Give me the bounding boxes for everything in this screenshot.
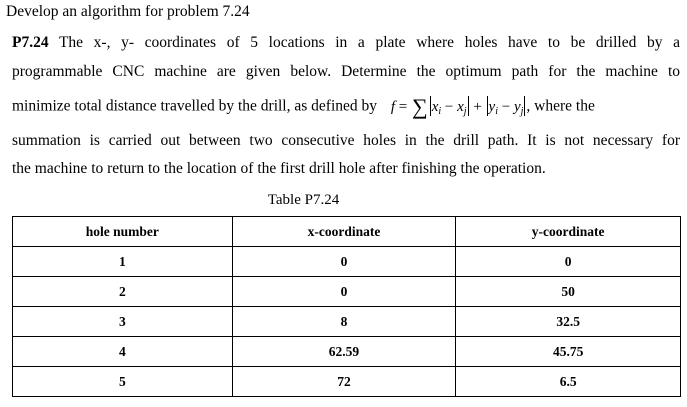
cell-hole-number: 4 xyxy=(13,337,233,367)
cell-x-coordinate: 72 xyxy=(232,367,456,397)
document-heading: Develop an algorithm for problem 7.24 xyxy=(6,3,250,20)
formula-y: y xyxy=(513,99,521,115)
formula-abs-bar xyxy=(430,96,431,116)
formula-sum-symbol: ∑ xyxy=(412,94,428,119)
formula-minus: − xyxy=(501,99,511,115)
formula-x: x xyxy=(457,99,464,115)
cell-x-coordinate: 62.59 xyxy=(232,337,456,367)
formula-equals: = xyxy=(398,99,408,115)
table-row xyxy=(13,247,681,277)
cell-x-coordinate: 0 xyxy=(232,247,456,277)
cell-x-coordinate: 0 xyxy=(232,277,456,307)
formula-sub-j: j xyxy=(520,106,524,117)
cell-y-coordinate: 0 xyxy=(456,247,681,277)
coordinates-table xyxy=(12,216,681,397)
problem-line-3 xyxy=(12,94,680,120)
cell-y-coordinate: 32.5 xyxy=(456,307,681,337)
cell-x-coordinate: 8 xyxy=(232,307,456,337)
header-x-coordinate: x-coordinate xyxy=(232,217,456,247)
table-row xyxy=(13,277,681,307)
formula-plus: + xyxy=(473,99,482,115)
cell-hole-number: 5 xyxy=(13,367,233,397)
formula-sub-i: i xyxy=(438,106,442,117)
header-y-coordinate: y-coordinate xyxy=(456,217,681,247)
problem-line-2: programmable CNC machine are given below. Determine the optimum path for the machine to xyxy=(12,63,680,80)
table-caption: Table P7.24 xyxy=(267,192,340,208)
cell-hole-number: 2 xyxy=(13,277,233,307)
formula-minus: − xyxy=(444,99,454,115)
problem-line-1 xyxy=(12,34,680,52)
problem-line-4: summation is carried out between two consecutive holes in the drill path. It is not necessary for xyxy=(12,132,680,149)
table-row xyxy=(13,337,681,367)
formula-y: y xyxy=(488,99,496,115)
distance-formula xyxy=(391,94,527,120)
formula-abs-bar xyxy=(487,96,488,116)
problem-label: P7.24 xyxy=(12,34,49,51)
header-hole-number: hole number xyxy=(13,217,233,247)
problem-line-3-text: minimize total distance travelled by the drill, as defined by xyxy=(12,97,377,115)
formula-abs-bar xyxy=(468,96,469,116)
table-row xyxy=(13,367,681,397)
problem-line-1-text: The x-, y- coordinates of 5 locations in a plate where holes have to be drilled by a xyxy=(58,34,680,51)
table-header-row xyxy=(13,217,681,247)
cell-hole-number: 3 xyxy=(13,307,233,337)
problem-line-3-end: , where the xyxy=(526,97,595,115)
cell-y-coordinate: 50 xyxy=(456,277,681,307)
formula-sub-i: i xyxy=(495,106,498,117)
cell-y-coordinate: 45.75 xyxy=(456,337,681,367)
formula-f: f xyxy=(390,99,396,115)
cell-hole-number: 1 xyxy=(13,247,233,277)
table-row xyxy=(13,307,681,337)
cell-y-coordinate: 6.5 xyxy=(456,367,681,397)
problem-line-5: the machine to return to the location of the first drill hole after finishing the operation. xyxy=(12,160,546,177)
formula-x: x xyxy=(431,99,439,115)
formula-sub-j: j xyxy=(463,106,467,117)
